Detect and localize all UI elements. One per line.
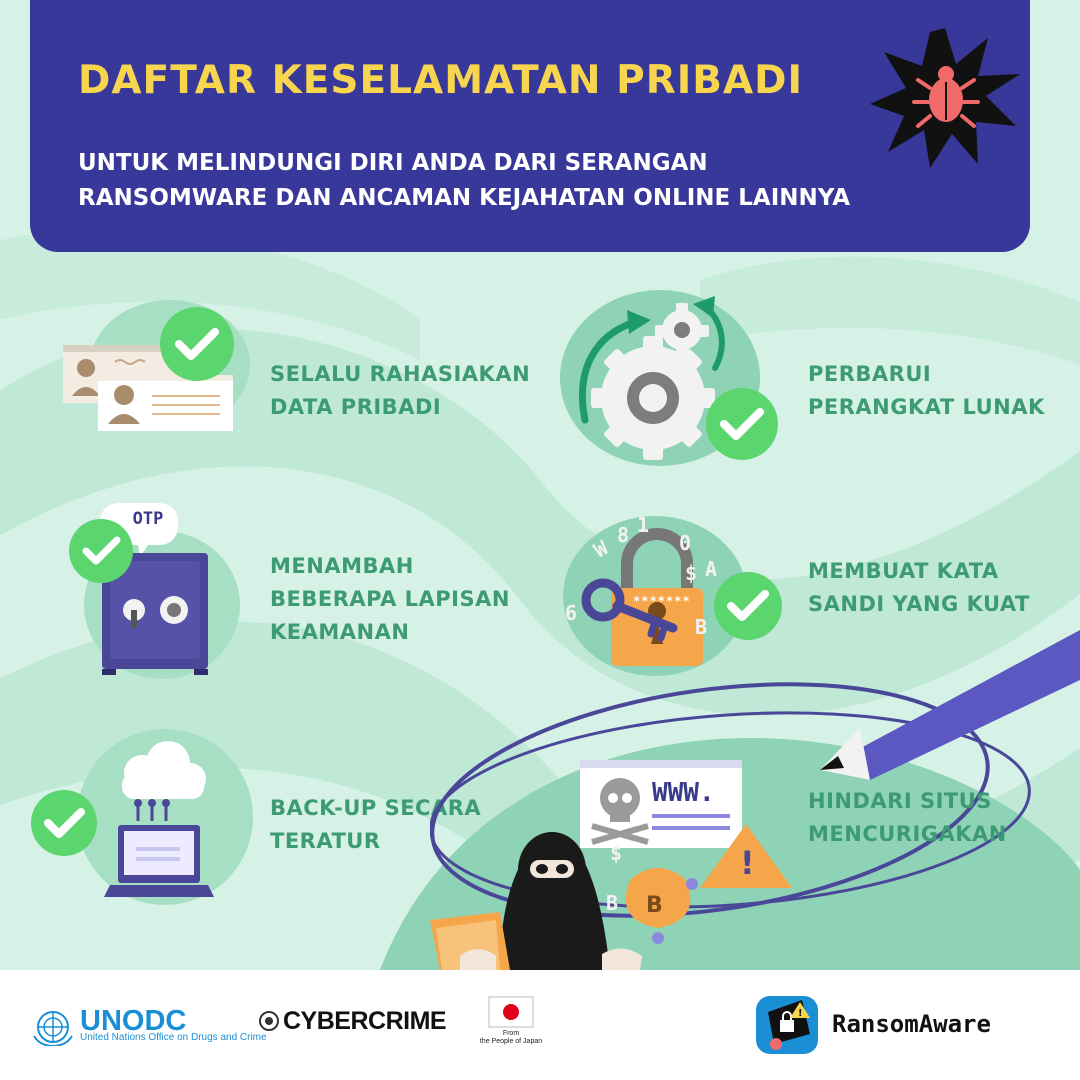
svg-text:B: B xyxy=(606,891,619,915)
page-subtitle xyxy=(78,146,998,216)
item-label-update-software: PERBARUI PERANGKAT LUNAK xyxy=(808,362,1045,419)
svg-text:!: ! xyxy=(740,844,755,882)
virus-burst-icon xyxy=(870,28,1020,168)
item-label-backup: BACK-UP SECARA TERATUR xyxy=(270,796,482,853)
un-emblem-icon xyxy=(32,1008,74,1046)
item-label-avoid-sites: HINDARI SITUS MENCURIGAKAN xyxy=(808,789,1007,846)
subtitle-line-2: RANSOMWARE DAN ANCAMAN KEJAHATAN ONLINE LAINNYA xyxy=(78,185,851,211)
cloud-laptop-icon xyxy=(30,725,255,915)
svg-text:$: $ xyxy=(610,841,623,865)
svg-text:B: B xyxy=(646,893,663,918)
gears-update-icon xyxy=(555,290,785,470)
ransomaware-logo-text: RansomAware xyxy=(832,1010,991,1038)
svg-text:0: 0 xyxy=(679,531,692,555)
otp-bubble-text: OTP xyxy=(132,509,164,529)
www-text: WWW. xyxy=(652,778,715,808)
id-cards-icon xyxy=(60,300,250,440)
unodc-logo-text: UNODC xyxy=(80,1005,187,1037)
item-label-personal-data: SELALU RAHASIAKAN DATA PRIBADI xyxy=(270,362,531,419)
subtitle-line-1: UNTUK MELINDUNGI DIRI ANDA DARI SERANGAN xyxy=(78,150,708,176)
japan-subtitle: From the People of Japan xyxy=(479,1030,543,1045)
cybercrime-globe-icon xyxy=(258,1010,280,1032)
cybercrime-logo-text: CYBERCRIME xyxy=(283,1007,447,1035)
svg-text:6: 6 xyxy=(565,601,578,625)
footer-logos xyxy=(0,970,1080,1080)
password-mask-text: ******* xyxy=(633,594,691,608)
svg-text:!: ! xyxy=(798,1008,803,1019)
svg-text:$: $ xyxy=(685,561,698,585)
ransomaware-logo-icon xyxy=(752,990,824,1060)
svg-text:W: W xyxy=(589,535,612,563)
page-title: DAFTAR KESELAMATAN PRIBADI xyxy=(78,58,804,103)
safe-otp-icon xyxy=(66,495,246,680)
unodc-subtitle: United Nations Office on Drugs and Crime xyxy=(80,1032,267,1043)
item-label-strong-password: MEMBUAT KATA SANDI YANG KUAT xyxy=(808,559,1030,616)
japan-flag-icon xyxy=(488,996,534,1028)
svg-text:8: 8 xyxy=(617,523,630,547)
svg-text:B: B xyxy=(695,615,708,639)
svg-text:A: A xyxy=(705,557,718,581)
svg-text:1: 1 xyxy=(637,513,650,537)
item-label-security-layers: MENAMBAH BEBERAPA LAPISAN KEAMANAN xyxy=(270,554,510,644)
